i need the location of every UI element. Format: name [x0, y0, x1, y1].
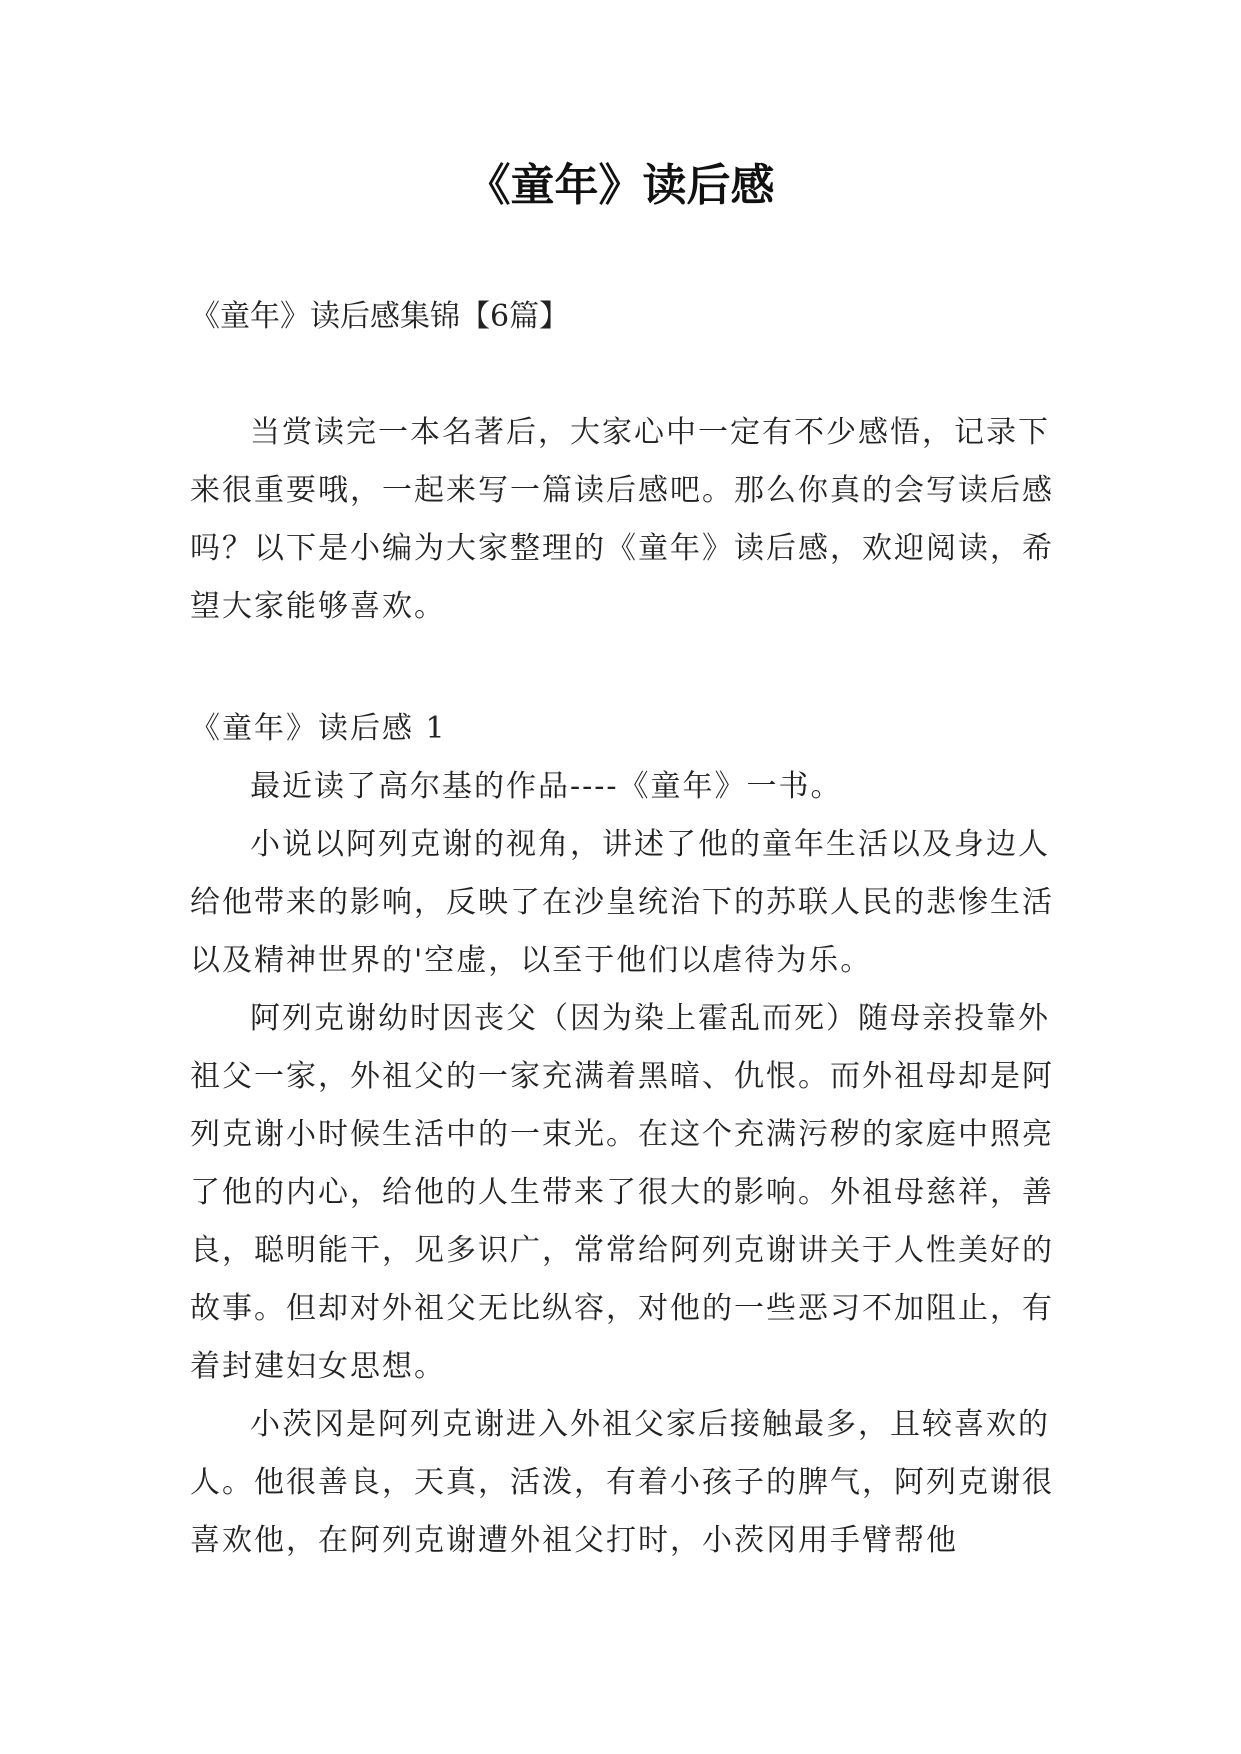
section-paragraph: 小茨冈是阿列克谢进入外祖父家后接触最多，且较喜欢的人。他很善良，天真，活泼，有着小孩子的脾气，阿列克谢很喜欢他，在阿列克谢遭外祖父打时，小茨冈用手臂帮他	[190, 1407, 1054, 1558]
document-title: 《童年》读后感	[466, 160, 775, 211]
section-1	[190, 700, 1056, 1570]
document-subtitle: 《童年》读后感集锦【6篇】	[190, 299, 570, 334]
intro-paragraph: 当赏读完一本名著后，大家心中一定有不少感悟，记录下来很重要哦，一起来写一篇读后感吧。那么你真的会写读后感吗？以下是小编为大家整理的《童年》读后感，欢迎阅读，希望大家能够喜欢。	[190, 415, 1054, 624]
intro-block	[190, 404, 1056, 636]
section-heading: 《童年》读后感 1	[190, 711, 447, 746]
section-paragraph: 小说以阿列克谢的视角，讲述了他的童年生活以及身边人给他带来的影响，反映了在沙皇统治下的苏联人民的悲惨生活以及精神世界的'空虚，以至于他们以虐待为乐。	[190, 827, 1054, 978]
section-paragraph: 最近读了高尔基的作品----《童年》一书。	[250, 769, 843, 804]
section-paragraph: 阿列克谢幼时因丧父（因为染上霍乱而死）随母亲投靠外祖父一家，外祖父的一家充满着黑暗、仇恨。而外祖母却是阿列克谢小时候生活中的一束光。在这个充满污秽的家庭中照亮了他的内心，给他的人生带来了很大的影响。外祖母慈祥，善良，聪明能干，见多识广，常常给阿列克谢讲关于人性美好的故事。但却对外祖父无比纵容，对他的一些恶习不加阻止，有着封建妇女思想。	[190, 1001, 1054, 1384]
